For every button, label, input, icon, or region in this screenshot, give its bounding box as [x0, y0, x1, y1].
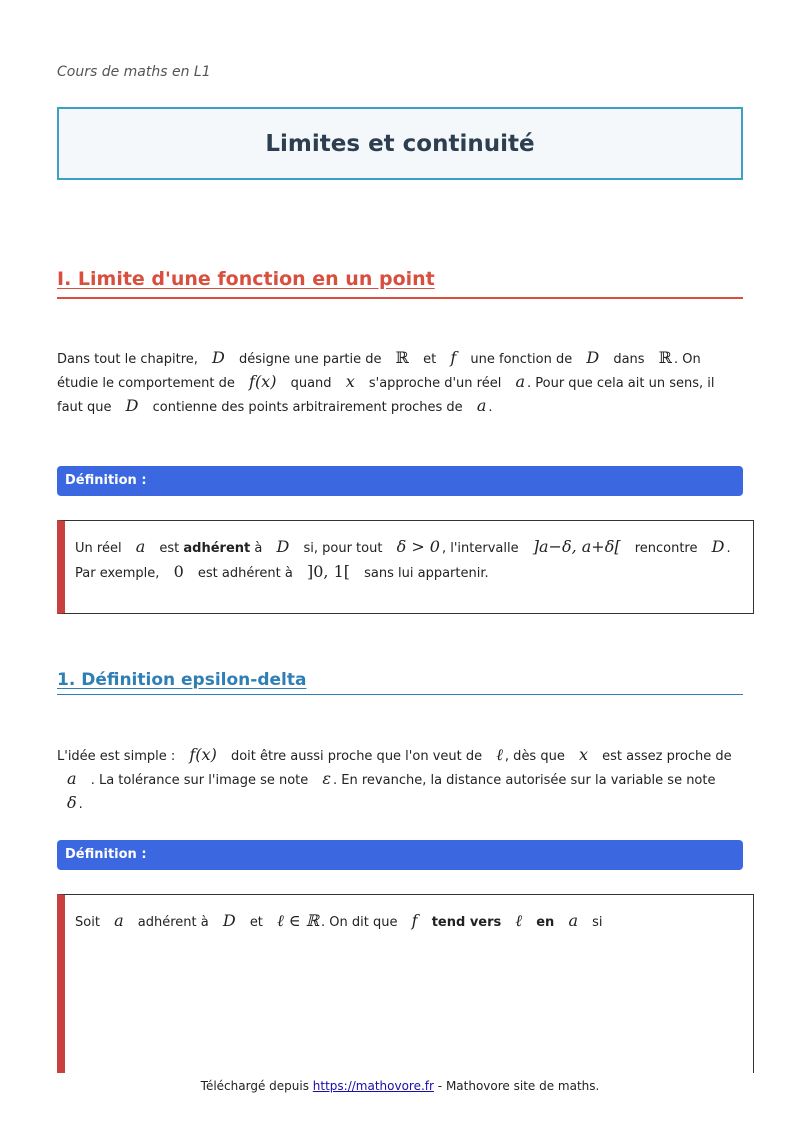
definition-box [57, 520, 754, 614]
math-a: a [67, 769, 77, 788]
math-R: ℝ [658, 348, 673, 367]
math-fx: f(x) [249, 372, 277, 391]
text: . On dit que [321, 915, 398, 930]
text: une fonction de [470, 352, 573, 367]
page-title: Limites et continuité [265, 130, 535, 157]
subsection-heading: 1. Définition epsilon-delta [57, 670, 743, 695]
text: Un réel [75, 541, 122, 556]
text: si [592, 915, 603, 930]
math-delta: δ > 0 [396, 537, 440, 556]
math-D: D [212, 348, 225, 367]
text: . En revanche, la distance autorisée sur la variable se note [333, 773, 716, 788]
text: Soit [75, 915, 100, 930]
text: et [249, 915, 263, 930]
math-x: x [345, 372, 355, 391]
math-l: ℓ [515, 911, 523, 930]
math-a: a [135, 537, 146, 556]
definition-bar: Définition : [57, 840, 743, 870]
math-D: D [125, 396, 139, 415]
text: et [423, 352, 437, 367]
text: , dès que [504, 749, 565, 764]
text: est [159, 541, 180, 556]
definition-box [57, 894, 754, 1073]
course-label: Cours de maths en L1 [57, 64, 211, 80]
title-box [57, 107, 743, 180]
footer-suffix: - Mathovore site de maths. [437, 1079, 600, 1093]
math-fx: f(x) [189, 745, 217, 764]
intro-paragraph [57, 347, 743, 419]
text: dans [613, 352, 645, 367]
text: . Pour que cela ait un sens, il faut que [57, 376, 715, 415]
math-interval: ]a−δ, a+δ[ [532, 537, 621, 556]
text: . On étudie le comportement de [57, 352, 701, 391]
math-D: D [711, 537, 725, 556]
term-en: en [536, 915, 555, 930]
text: à [254, 541, 263, 556]
epsilon-delta-paragraph [57, 744, 743, 816]
text: , l'intervalle [441, 541, 519, 556]
math-l: ℓ [496, 745, 503, 764]
math-delta: δ [67, 793, 77, 812]
text: est adhérent à [197, 566, 293, 581]
math-f: f [411, 911, 418, 930]
math-D: D [276, 537, 290, 556]
math-a: a [476, 396, 487, 415]
text: L'idée est simple : [57, 749, 176, 764]
definition-bar: Définition : [57, 466, 743, 496]
section-heading: I. Limite d'une fonction en un point [57, 268, 743, 299]
text: . [78, 797, 83, 812]
text: Dans tout le chapitre, [57, 352, 198, 367]
math-R: ℝ [395, 348, 409, 367]
math-f: f [450, 348, 457, 367]
text: est assez proche de [602, 749, 732, 764]
math-D: D [586, 348, 600, 367]
text: . [488, 400, 493, 415]
math-a: a [114, 911, 124, 930]
math-x: x [578, 745, 589, 764]
footer-link[interactable]: https://mathovore.fr [312, 1079, 434, 1093]
footer-prefix: Téléchargé depuis [200, 1079, 309, 1093]
text: sans lui appartenir. [364, 566, 489, 581]
text: adhérent à [137, 915, 209, 930]
text: . La tolérance sur l'image se note [90, 773, 309, 788]
math-zero: 0 [173, 562, 184, 581]
math-D: D [222, 911, 236, 930]
math-l-in-R: ℓ ∈ ℝ [277, 911, 320, 930]
math-a: a [568, 911, 578, 930]
term-tend-vers: tend vers [431, 915, 502, 930]
term-adherent: adhérent [183, 541, 251, 556]
math-interval-01: ]0, 1[ [306, 562, 350, 581]
text: contienne des points arbitrairement proches de [152, 400, 463, 415]
math-a: a [515, 372, 525, 391]
text: doit être aussi proche que l'on veut de [230, 749, 483, 764]
math-epsilon: ε [322, 769, 332, 788]
text: si, pour tout [303, 541, 383, 556]
text: désigne une partie de [239, 352, 382, 367]
text: quand [290, 376, 332, 391]
text: rencontre [634, 541, 698, 556]
text: . Par exemple, [75, 541, 731, 581]
text: s'approche d'un réel [368, 376, 502, 391]
footer [0, 1079, 800, 1093]
